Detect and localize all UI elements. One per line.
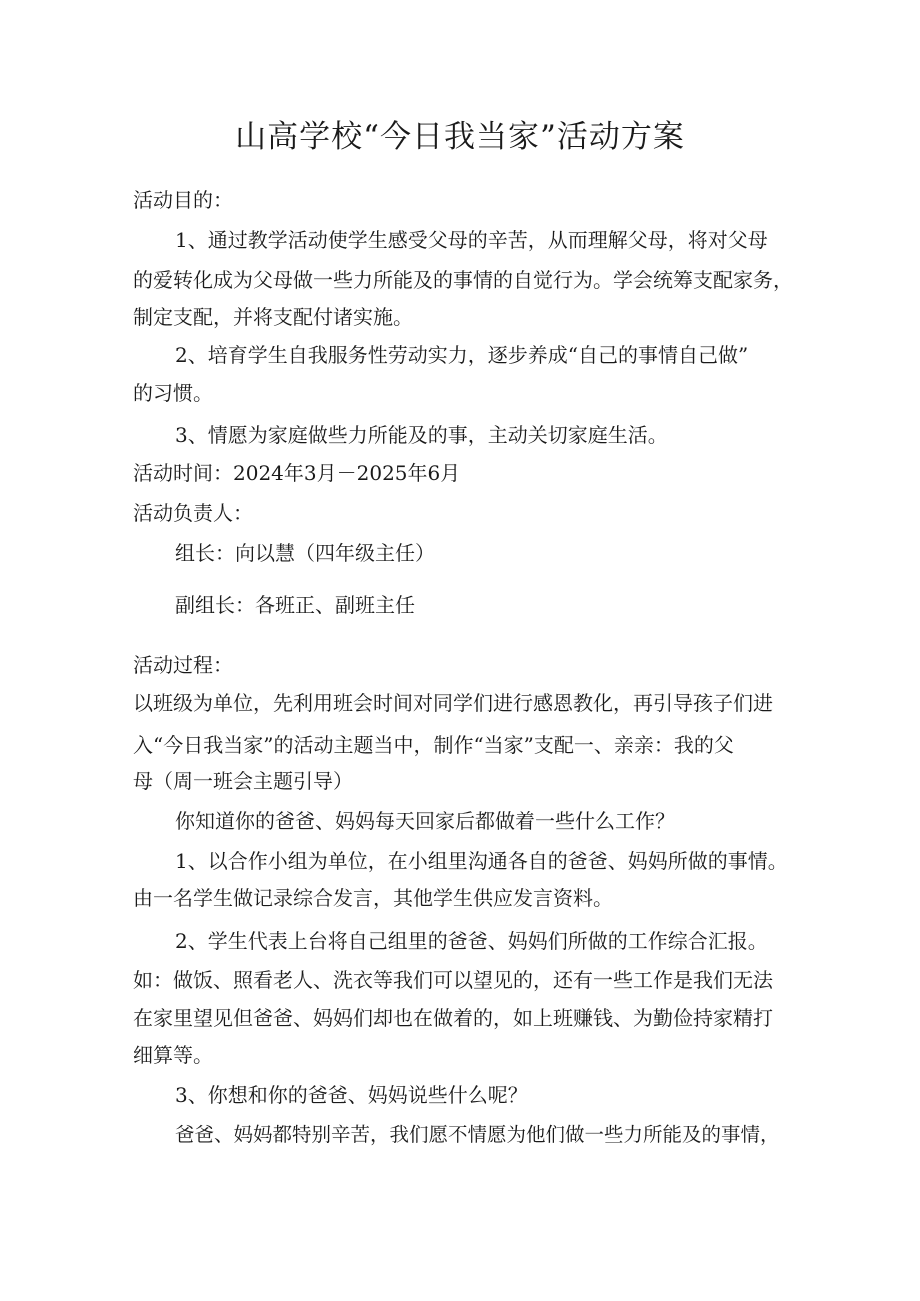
paragraph-line: 以班级为单位，先利用班会时间对同学们进行感恩教化，再引导孩子们进 [133, 691, 773, 715]
paragraph-line: 爸爸、妈妈都特别辛苦，我们愿不情愿为他们做一些力所能及的事情， [175, 1123, 780, 1146]
paragraph-line: 2、学生代表上台将自己组里的爸爸、妈妈们所做的工作综合汇报。 [175, 929, 768, 953]
paragraph-line: 制定支配，并将支配付诸实施。 [133, 305, 413, 329]
paragraph-line: 1、通过教学活动使学生感受父母的辛苦，从而理解父母，将对父母 [175, 228, 768, 252]
paragraph-line: 入“今日我当家”的活动主题当中，制作“当家”支配一、亲亲：我的父 [133, 733, 734, 757]
paragraph-line: 的爱转化成为父母做一些力所能及的事情的自觉行为。学会统筹支配家务， [133, 268, 793, 292]
deputy-leader: 副组长：各班正、副班主任 [175, 593, 415, 617]
document-title: 山高学校“今日我当家”活动方案 [235, 119, 685, 155]
paragraph-line: 由一名学生做记录综合发言，其他学生供应发言资料。 [133, 886, 613, 910]
paragraph-line: 如：做饭、照看老人、洗衣等我们可以望见的，还有一些工作是我们无法 [133, 968, 773, 992]
group-leader: 组长：向以慧（四年级主任） [175, 541, 435, 565]
activity-time: 活动时间：2024年3月－2025年6月 [133, 461, 461, 485]
section-heading-leaders: 活动负责人： [133, 501, 253, 525]
section-heading-purpose: 活动目的： [133, 188, 233, 212]
paragraph-line: 2、培育学生自我服务性劳动实力，逐步养成“自己的事情自己做” [175, 343, 749, 367]
paragraph-line: 母（周一班会主题引导） [133, 769, 353, 793]
paragraph-line: 在家里望见但爸爸、妈妈们却也在做着的，如上班赚钱、为勤俭持家精打 [133, 1006, 773, 1030]
paragraph-line: 的习惯。 [133, 381, 213, 405]
paragraph-line: 你知道你的爸爸、妈妈每天回家后都做着一些什么工作？ [175, 809, 675, 833]
paragraph-line: 细算等。 [133, 1043, 213, 1067]
paragraph-line: 1、以合作小组为单位，在小组里沟通各自的爸爸、妈妈所做的事情。 [175, 849, 788, 873]
paragraph-line: 3、你想和你的爸爸、妈妈说些什么呢？ [175, 1083, 528, 1107]
section-heading-process: 活动过程： [133, 653, 233, 677]
paragraph-line: 3、情愿为家庭做些力所能及的事，主动关切家庭生活。 [175, 423, 668, 447]
